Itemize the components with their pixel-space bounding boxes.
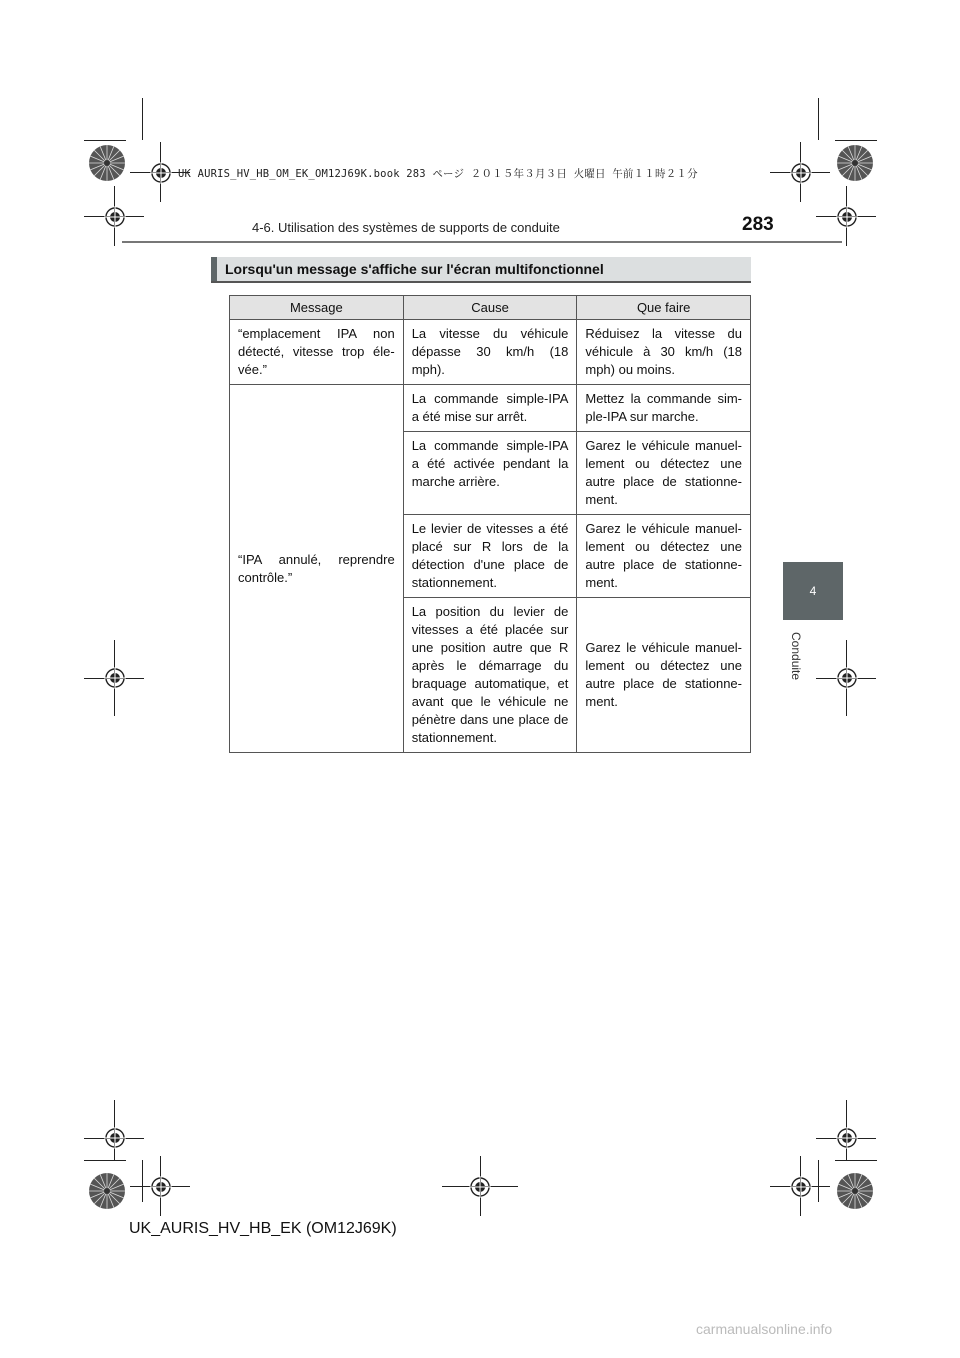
registration-target-icon bbox=[469, 1176, 491, 1198]
registration-target-icon bbox=[150, 162, 172, 184]
cause-cell: La vitesse du véhicule dépasse 30 km/h (18 mph). bbox=[403, 320, 577, 385]
chapter-number: 4 bbox=[809, 584, 817, 598]
message-cell: “IPA annulé, reprendre contrôle.” bbox=[230, 385, 404, 753]
table-header-row bbox=[230, 296, 751, 320]
crop-mark bbox=[84, 140, 126, 141]
header-rule bbox=[122, 241, 842, 243]
registration-target-icon bbox=[104, 1127, 126, 1149]
starburst-mark-icon bbox=[88, 144, 126, 182]
registration-target-icon bbox=[790, 162, 812, 184]
cause-cell: La position du levier de vitesses a été placée sur une position autre que R après le démarrage du braquage automatique, et avant que le véhicule ne pénètre dans une place de stationnement. bbox=[403, 598, 577, 753]
subheading-accent-bar bbox=[211, 257, 217, 281]
crop-mark bbox=[84, 1160, 126, 1161]
crop-mark bbox=[818, 98, 819, 140]
crop-mark bbox=[142, 98, 143, 140]
crop-mark bbox=[835, 1160, 877, 1161]
registration-target-icon bbox=[836, 1127, 858, 1149]
column-header-cause: Cause bbox=[403, 296, 577, 320]
cause-cell: Le levier de vitesses a été placé sur R lors de la détection d'une place de stationnement. bbox=[403, 515, 577, 598]
crop-mark bbox=[835, 140, 877, 141]
cause-cell: La commande simple-IPA a été mise sur arrêt. bbox=[403, 385, 577, 432]
subheading bbox=[211, 257, 751, 283]
table-row bbox=[230, 385, 751, 432]
watermark: carmanualsonline.info bbox=[696, 1321, 833, 1337]
registration-target-icon bbox=[836, 667, 858, 689]
action-cell: Mettez la commande sim-ple-IPA sur marche. bbox=[577, 385, 751, 432]
starburst-mark-icon bbox=[836, 144, 874, 182]
registration-target-icon bbox=[150, 1176, 172, 1198]
section-title: 4-6. Utilisation des systèmes de supports de conduite bbox=[252, 220, 560, 235]
crop-mark bbox=[818, 1160, 819, 1202]
message-table bbox=[229, 295, 751, 753]
starburst-mark-icon bbox=[88, 1172, 126, 1210]
registration-target-icon bbox=[836, 206, 858, 228]
table-row bbox=[230, 320, 751, 385]
cause-cell: La commande simple-IPA a été activée pendant la marche arrière. bbox=[403, 432, 577, 515]
registration-target-icon bbox=[790, 1176, 812, 1198]
registration-target-icon bbox=[104, 667, 126, 689]
subheading-text: Lorsqu'un message s'affiche sur l'écran multifonctionnel bbox=[225, 261, 604, 277]
action-cell: Réduisez la vitesse du véhicule à 30 km/h (18 mph) ou moins. bbox=[577, 320, 751, 385]
crop-mark bbox=[142, 1160, 143, 1202]
action-cell: Garez le véhicule manuel-lement ou détectez une autre place de stationne-ment. bbox=[577, 432, 751, 515]
column-header-message: Message bbox=[230, 296, 404, 320]
registration-target-icon bbox=[104, 206, 126, 228]
action-cell: Garez le véhicule manuel-lement ou détectez une autre place de stationne-ment. bbox=[577, 598, 751, 753]
action-cell: Garez le véhicule manuel-lement ou détectez une autre place de stationne-ment. bbox=[577, 515, 751, 598]
message-cell: “emplacement IPA non détecté, vitesse trop éle-vée.” bbox=[230, 320, 404, 385]
chapter-label: Conduite bbox=[789, 632, 803, 681]
document-code: UK_AURIS_HV_HB_EK (OM12J69K) bbox=[129, 1220, 397, 1237]
page-number: 283 bbox=[742, 214, 774, 235]
starburst-mark-icon bbox=[836, 1172, 874, 1210]
column-header-action: Que faire bbox=[577, 296, 751, 320]
chapter-tab bbox=[783, 562, 843, 620]
print-header: UK AURIS_HV_HB_OM_EK_OM12J69K.book 283 ページ ２０１５年３月３日 火曜日 午前１１時２１分 bbox=[178, 168, 698, 180]
